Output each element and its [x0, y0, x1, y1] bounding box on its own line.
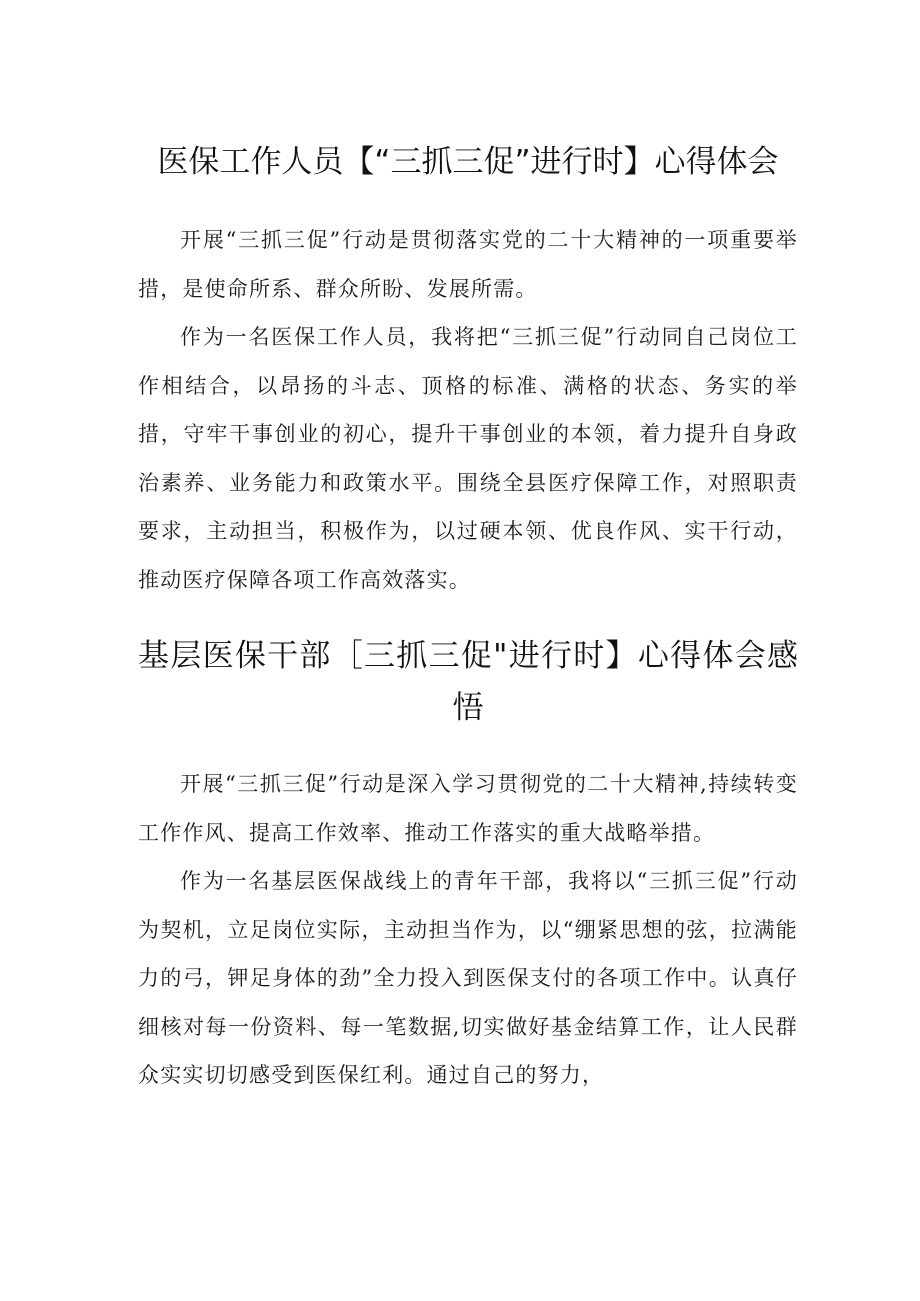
section-2-paragraph-2: 作为一名基层医保战线上的青年干部，我将以“三抓三促”行动为契机，立足岗位实际，主动担当作为，以“绷紧思想的弦，拉满能力的弓，钾足身体的劲”全力投入到医保支付的各项工作中。认真仔细核对每一份资料、每一笔数据,切实做好基金结算工作，让人民群众实实切切感受到医保红利。通过自己的努力， — [138, 869, 798, 1087]
section-1-paragraph-2: 作为一名医保工作人员，我将把“三抓三促”行动同自己岗位工作相结合，以昂扬的斗志、顶格的标准、满格的状态、务实的举措，守牢干事创业的初心，提升干事创业的本领，着力提升自身政治素养、业务能力和政策水平。围绕全县医疗保障工作，对照职责要求，主动担当，积极作为，以过硬本领、优良作风、实干行动，推动医疗保障各项工作高效落实。 — [138, 325, 798, 592]
document-body — [138, 130, 798, 1100]
section-2-heading: 基层医保干部［三抓三促"进行时】心得体会感悟 — [138, 638, 798, 726]
section-2-paragraph-1: 开展“三抓三促”行动是深入学习贯彻党的二十大精神,持续转变工作作风、提高工作效率、推动工作落实的重大战略举措。 — [138, 772, 798, 845]
section-1-heading: 医保工作人员【“三抓三促”进行时】心得体会 — [157, 144, 779, 180]
section-1-paragraph-1: 开展“三抓三促”行动是贯彻落实党的二十大精神的一项重要举措，是使命所系、群众所盼、发展所需。 — [138, 228, 798, 301]
